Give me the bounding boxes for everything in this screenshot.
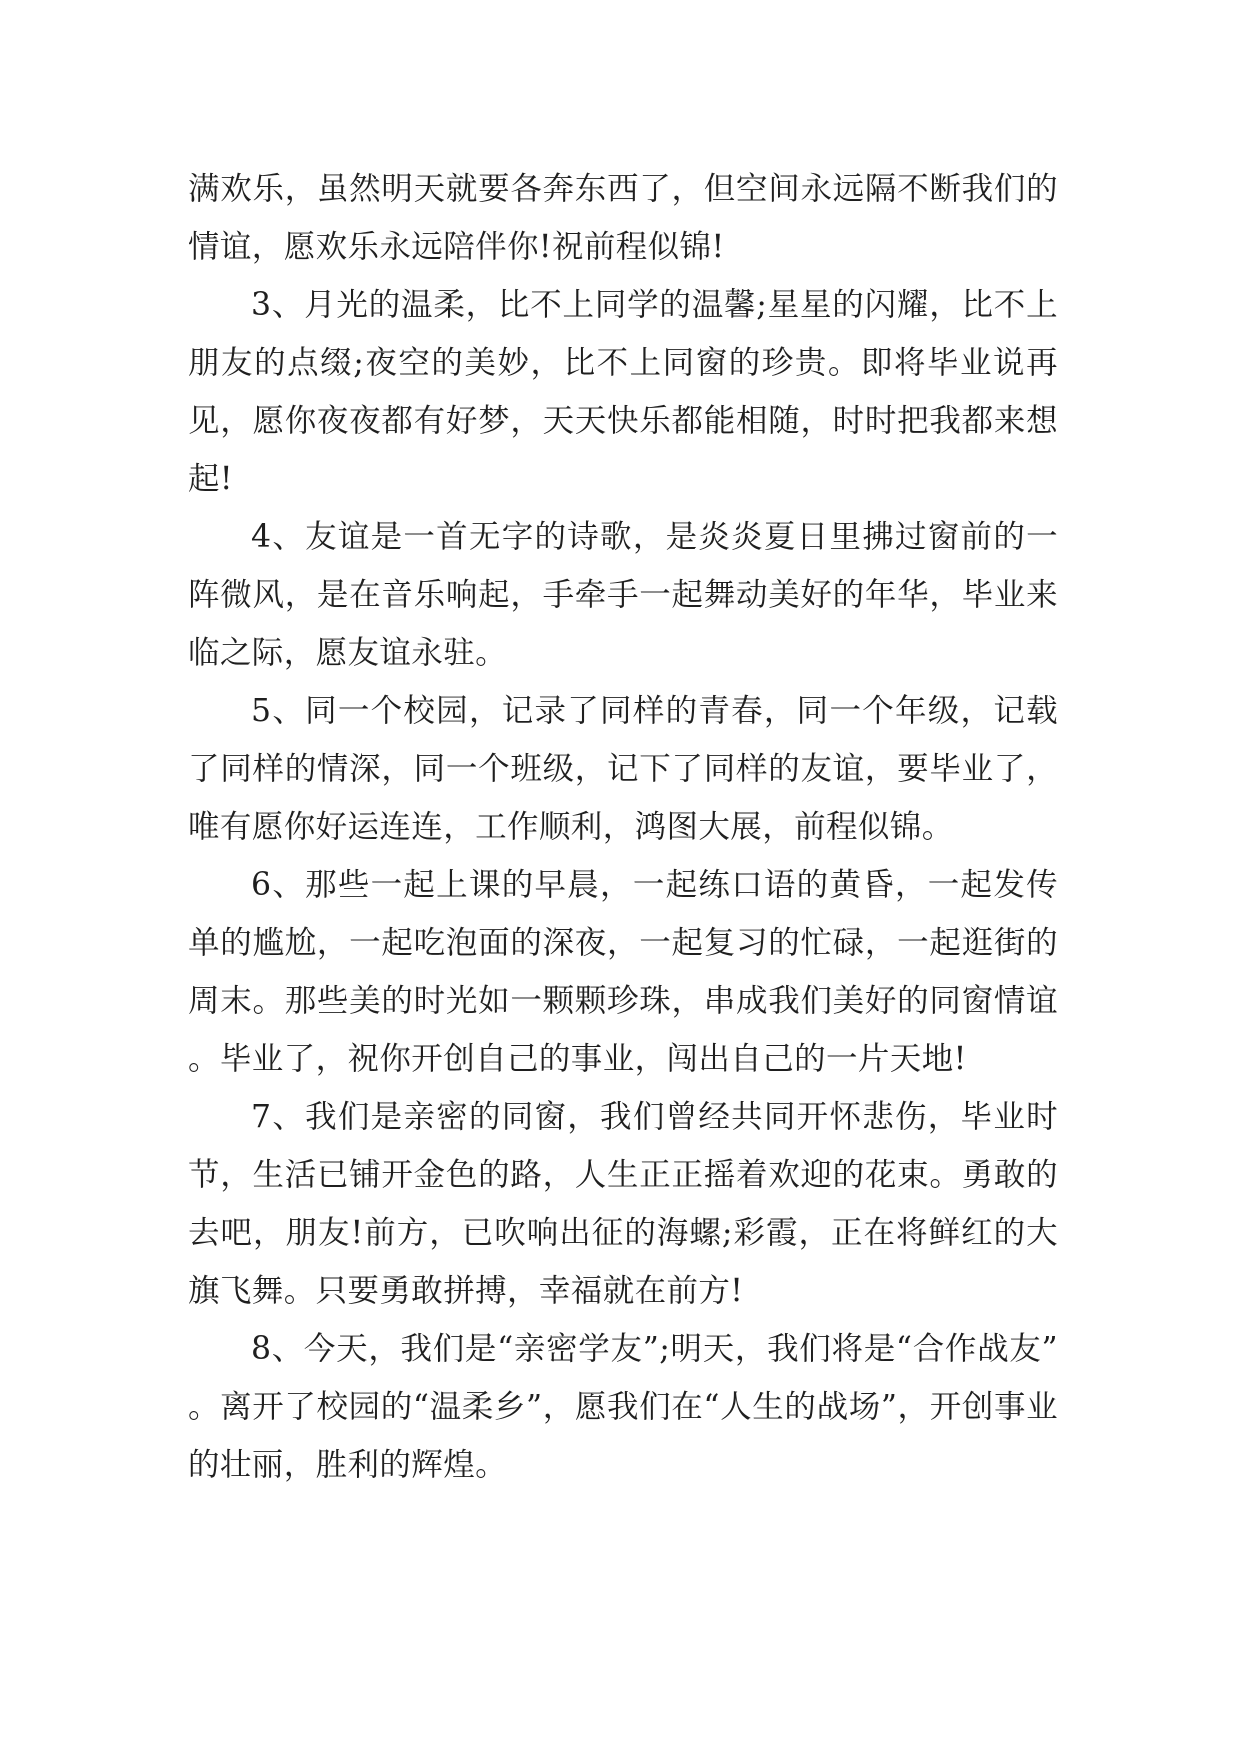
paragraph-5: 5、同一个校园，记录了同样的青春，同一个年级，记载了同样的情深，同一个班级，记下了同样的友谊，要毕业了，唯有愿你好运连连，工作顺利，鸿图大展，前程似锦。 bbox=[188, 693, 1058, 845]
paragraph-7: 7、我们是亲密的同窗，我们曾经共同开怀悲伤，毕业时节，生活已铺开金色的路，人生正正摇着欢迎的花束。勇敢的去吧，朋友!前方，已吹响出征的海螺;彩霞，正在将鲜红的大旗飞舞。只要勇敢拼搏，幸福就在前方! bbox=[188, 1099, 1058, 1309]
paragraph-4: 4、友谊是一首无字的诗歌，是炎炎夏日里拂过窗前的一阵微风，是在音乐响起，手牵手一起舞动美好的年华，毕业来临之际，愿友谊永驻。 bbox=[188, 519, 1058, 671]
paragraph-3: 3、月光的温柔，比不上同学的温馨;星星的闪耀，比不上朋友的点缀;夜空的美妙，比不上同窗的珍贵。即将毕业说再见，愿你夜夜都有好梦，天天快乐都能相随，时时把我都来想起! bbox=[188, 287, 1058, 497]
document-body bbox=[188, 160, 1058, 1494]
paragraph-6: 6、那些一起上课的早晨，一起练口语的黄昏，一起发传单的尴尬，一起吃泡面的深夜，一起复习的忙碌，一起逛街的周末。那些美的时光如一颗颗珍珠，串成我们美好的同窗情谊。毕业了，祝你开创自己的事业，闯出自己的一片天地! bbox=[188, 867, 1058, 1077]
paragraph-8: 8、今天，我们是“亲密学友”;明天，我们将是“合作战友”。离开了校园的“温柔乡”，愿我们在“人生的战场”，开创事业的壮丽，胜利的辉煌。 bbox=[188, 1331, 1058, 1483]
paragraph-continuation: 满欢乐，虽然明天就要各奔东西了，但空间永远隔不断我们的情谊，愿欢乐永远陪伴你!祝前程似锦! bbox=[188, 171, 1058, 265]
